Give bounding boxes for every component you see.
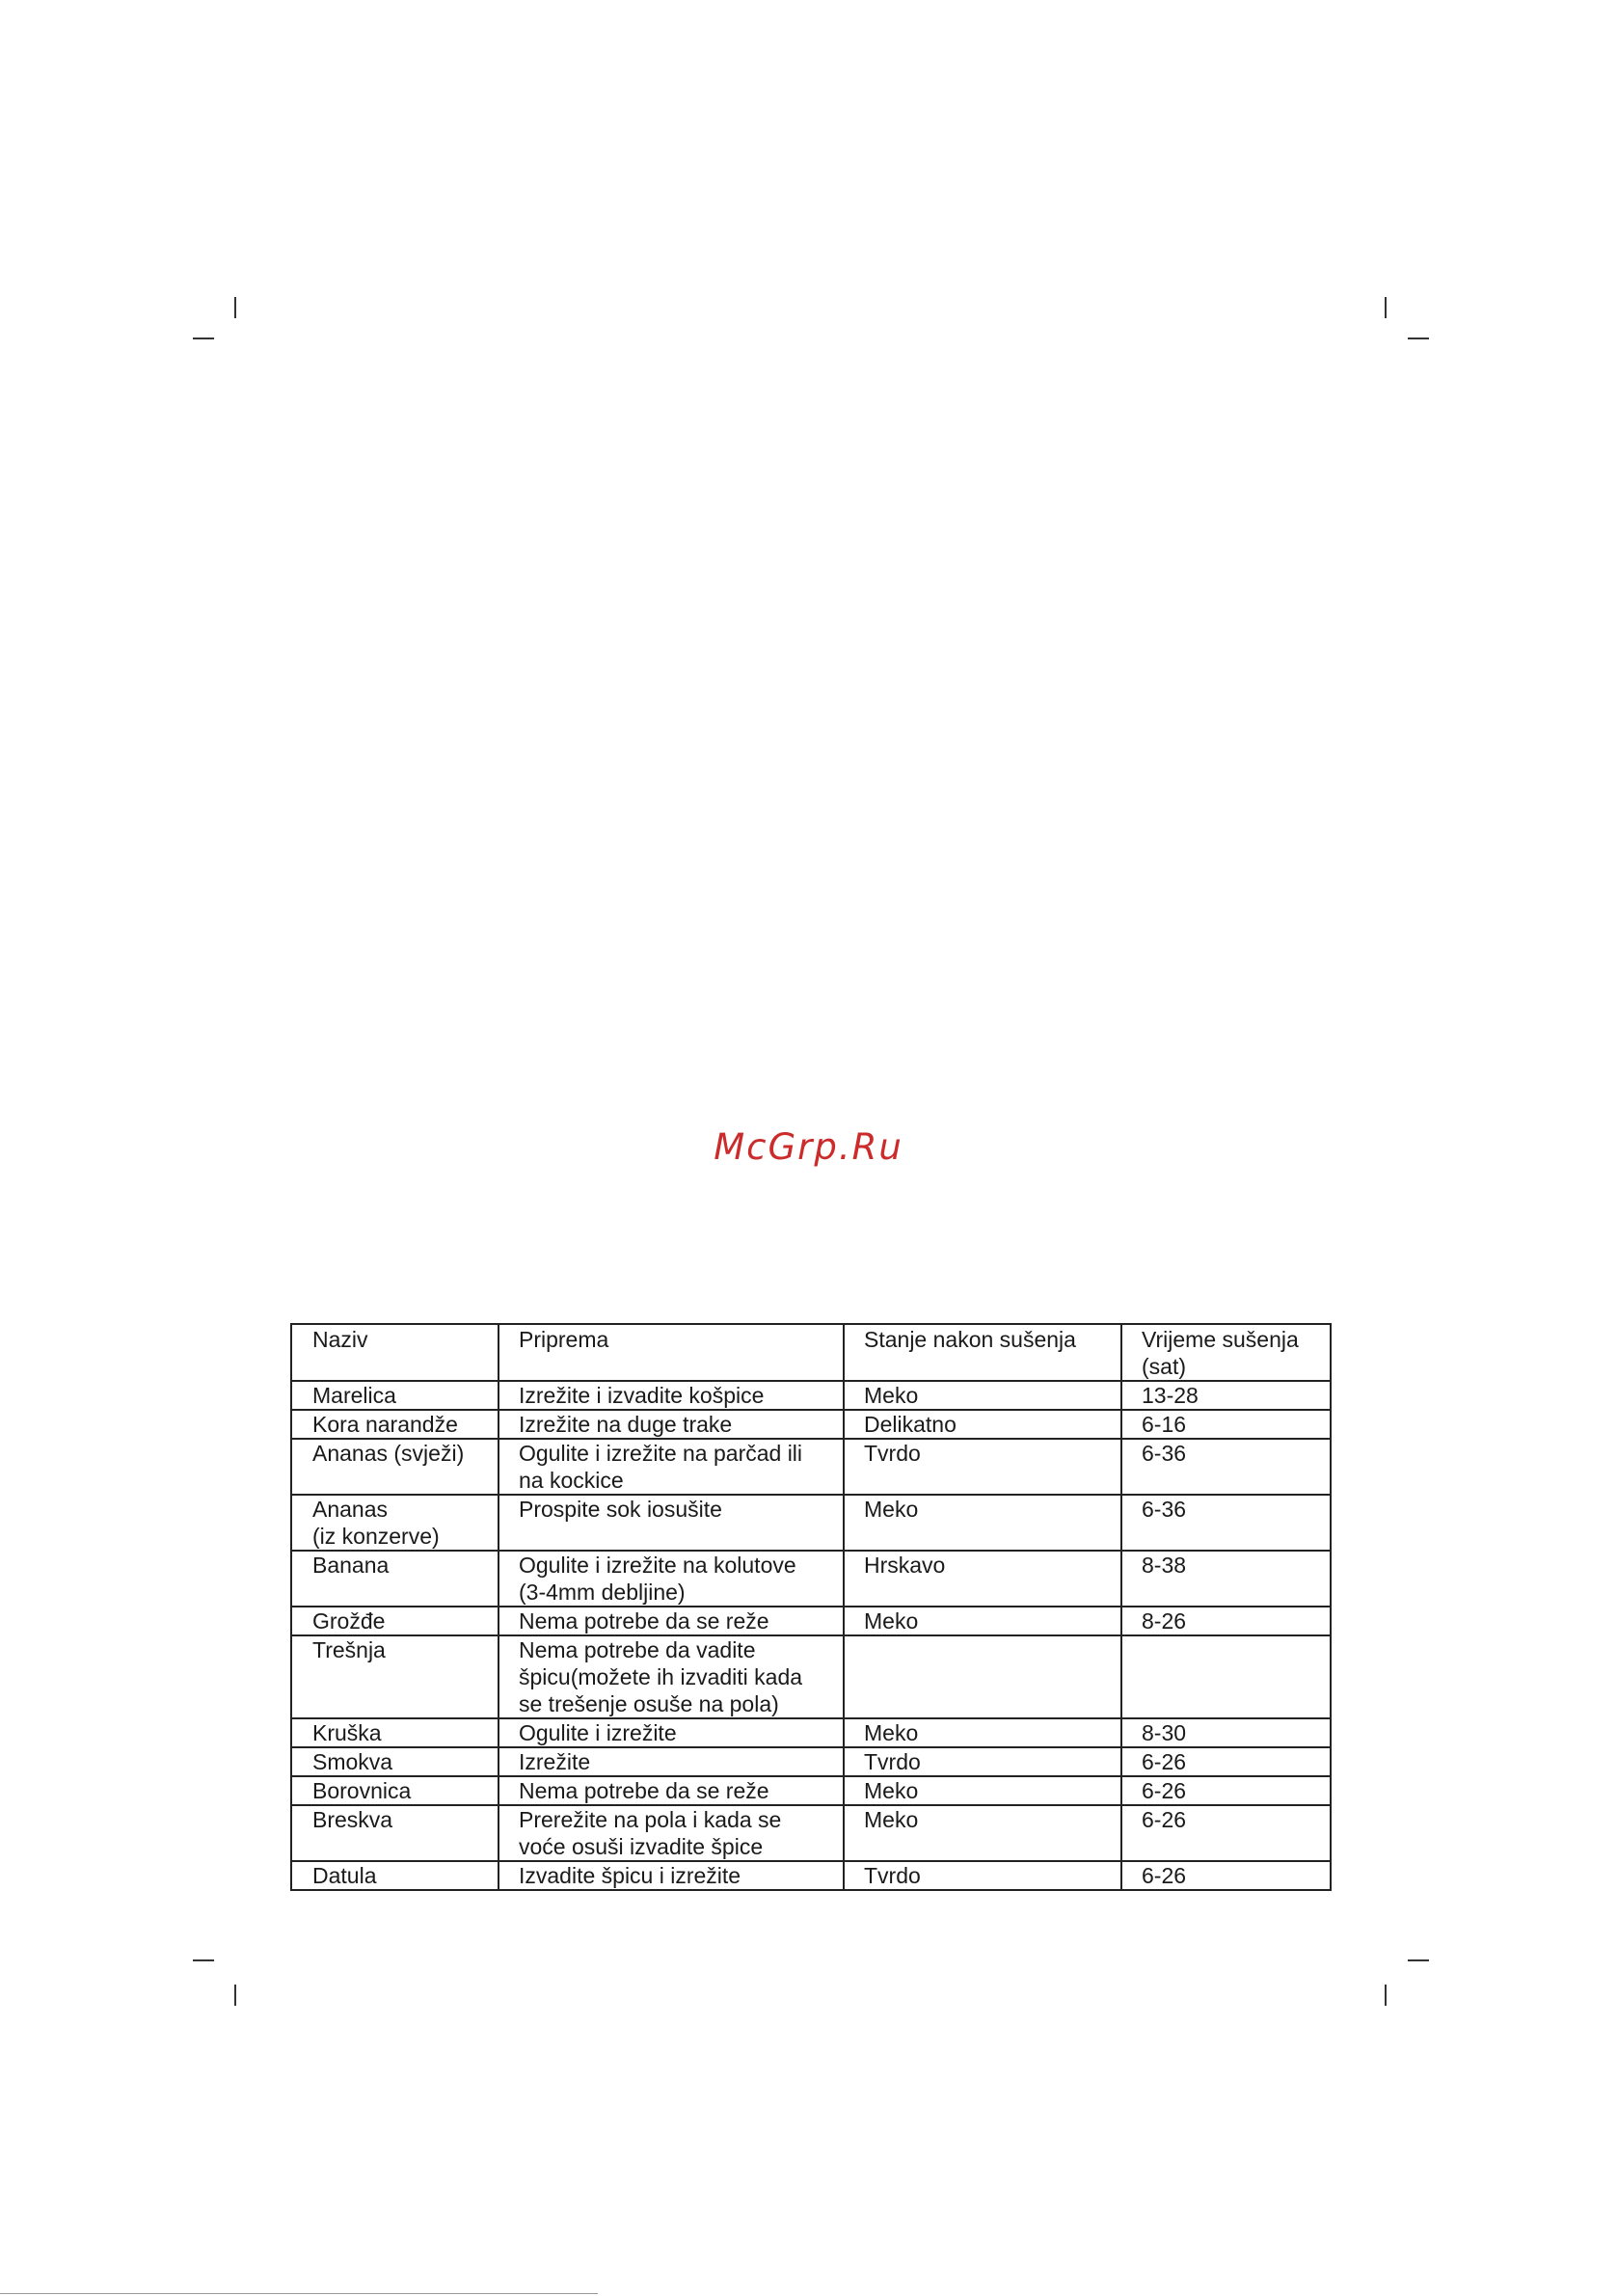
cell-naziv: Banana	[291, 1551, 499, 1607]
cell-stanje: Meko	[844, 1805, 1121, 1861]
table-row	[291, 1861, 1331, 1890]
cell-naziv: Trešnja	[291, 1635, 499, 1718]
cell-vrijeme: 8-38	[1121, 1551, 1331, 1607]
cell-naziv: Marelica	[291, 1381, 499, 1410]
cell-naziv: Kora narandže	[291, 1410, 499, 1439]
cell-priprema: Nema potrebe da se reže	[499, 1776, 844, 1805]
table-header-row	[291, 1324, 1331, 1381]
cell-priprema: Izrežite	[499, 1747, 844, 1776]
cell-vrijeme: 6-16	[1121, 1410, 1331, 1439]
cell-naziv: Datula	[291, 1861, 499, 1890]
header-naziv: Naziv	[291, 1324, 499, 1381]
cell-stanje: Tvrdo	[844, 1861, 1121, 1890]
crop-mark-top-left-horizontal	[193, 338, 214, 339]
crop-mark-top-right-vertical	[1385, 297, 1387, 318]
table-row	[291, 1607, 1331, 1635]
cell-stanje: Meko	[844, 1607, 1121, 1635]
cell-stanje: Meko	[844, 1495, 1121, 1551]
cell-naziv: Ananas (iz konzerve)	[291, 1495, 499, 1551]
cell-vrijeme: 6-36	[1121, 1495, 1331, 1551]
cell-priprema: Izrežite i izvadite košpice	[499, 1381, 844, 1410]
cell-vrijeme: 6-26	[1121, 1861, 1331, 1890]
table-row	[291, 1439, 1331, 1495]
cell-vrijeme: 6-26	[1121, 1776, 1331, 1805]
cell-vrijeme: 8-26	[1121, 1607, 1331, 1635]
cell-naziv: Smokva	[291, 1747, 499, 1776]
cell-naziv: Grožđe	[291, 1607, 499, 1635]
cell-vrijeme: 13-28	[1121, 1381, 1331, 1410]
bottom-edge-rule	[0, 2293, 598, 2294]
cell-priprema: Nema potrebe da se reže	[499, 1607, 844, 1635]
table-row	[291, 1718, 1331, 1747]
table-row	[291, 1381, 1331, 1410]
table-row	[291, 1551, 1331, 1607]
cell-naziv: Breskva	[291, 1805, 499, 1861]
cell-stanje: Tvrdo	[844, 1439, 1121, 1495]
crop-mark-top-right-horizontal	[1408, 338, 1429, 339]
watermark: McGrp.Ru	[714, 1126, 903, 1168]
cell-priprema: Prospite sok iosušite	[499, 1495, 844, 1551]
crop-mark-top-left-vertical	[234, 297, 236, 318]
cell-stanje: Delikatno	[844, 1410, 1121, 1439]
cell-priprema: Nema potrebe da vadite špicu(možete ih izvaditi kada se trešenje osuše na pola)	[499, 1635, 844, 1718]
crop-mark-bottom-left-vertical	[234, 1985, 236, 2006]
cell-naziv: Kruška	[291, 1718, 499, 1747]
header-stanje: Stanje nakon sušenja	[844, 1324, 1121, 1381]
cell-priprema: Izrežite na duge trake	[499, 1410, 844, 1439]
header-priprema: Priprema	[499, 1324, 844, 1381]
table-row	[291, 1776, 1331, 1805]
cell-naziv: Ananas (svježi)	[291, 1439, 499, 1495]
table-row	[291, 1805, 1331, 1861]
table-row	[291, 1495, 1331, 1551]
cell-priprema: Prerežite na pola i kada se voće osuši izvadite špice	[499, 1805, 844, 1861]
cell-vrijeme: 6-26	[1121, 1747, 1331, 1776]
cell-priprema: Ogulite i izrežite	[499, 1718, 844, 1747]
cell-stanje: Meko	[844, 1776, 1121, 1805]
table-row	[291, 1410, 1331, 1439]
cell-stanje: Meko	[844, 1718, 1121, 1747]
cell-priprema: Izvadite špicu i izrežite	[499, 1861, 844, 1890]
cell-vrijeme: 6-26	[1121, 1805, 1331, 1861]
table-row	[291, 1747, 1331, 1776]
cell-vrijeme: 6-36	[1121, 1439, 1331, 1495]
cell-naziv: Borovnica	[291, 1776, 499, 1805]
drying-table	[290, 1323, 1332, 1891]
cell-stanje: Hrskavo	[844, 1551, 1121, 1607]
crop-mark-bottom-left-horizontal	[193, 1959, 214, 1961]
cell-vrijeme: 8-30	[1121, 1718, 1331, 1747]
header-vrijeme: Vrijeme sušenja (sat)	[1121, 1324, 1331, 1381]
cell-stanje: Tvrdo	[844, 1747, 1121, 1776]
crop-mark-bottom-right-horizontal	[1408, 1959, 1429, 1961]
cell-stanje: Meko	[844, 1381, 1121, 1410]
table-row	[291, 1635, 1331, 1718]
cell-stanje	[844, 1635, 1121, 1718]
cell-priprema: Ogulite i izrežite na kolutove (3-4mm debljine)	[499, 1551, 844, 1607]
crop-mark-bottom-right-vertical	[1385, 1985, 1387, 2006]
cell-vrijeme	[1121, 1635, 1331, 1718]
cell-priprema: Ogulite i izrežite na parčad ili na kockice	[499, 1439, 844, 1495]
